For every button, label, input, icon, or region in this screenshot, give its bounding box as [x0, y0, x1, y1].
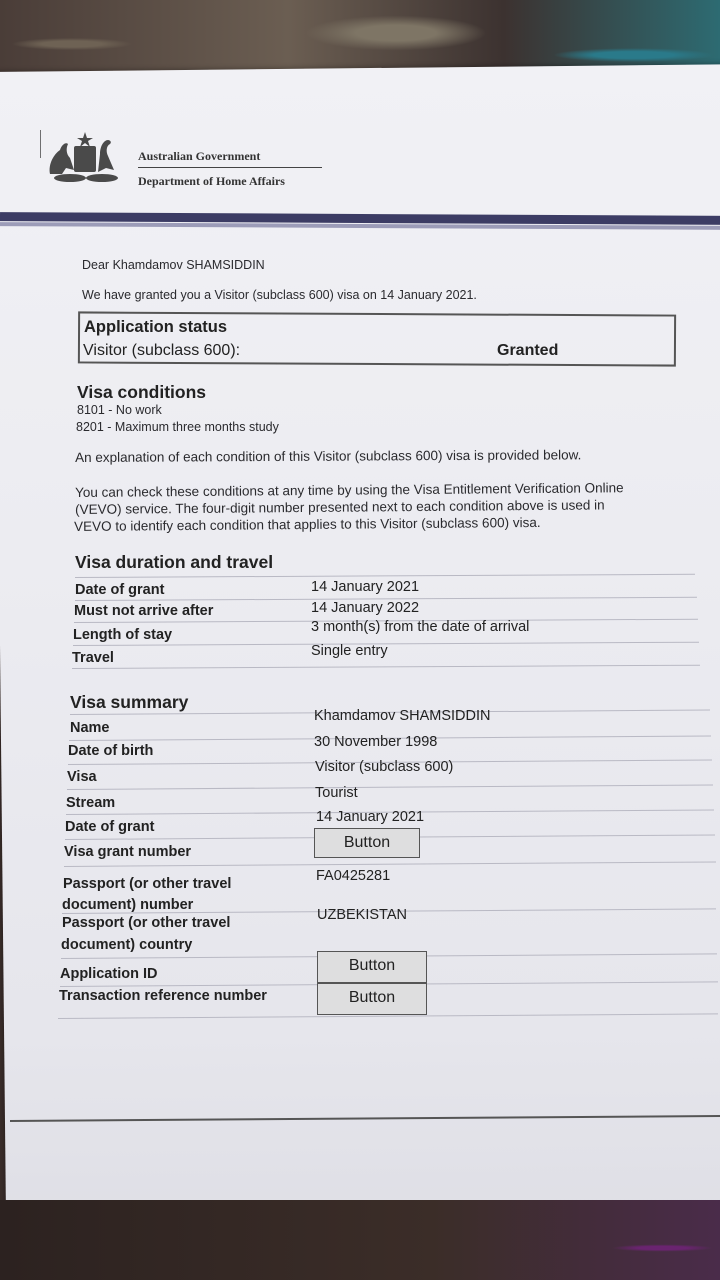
- summary-value: UZBEKISTAN: [317, 907, 407, 923]
- gov-name: Australian Government: [138, 149, 261, 163]
- summary-value: Khamdamov SHAMSIDDIN: [314, 708, 491, 724]
- salutation: Dear Khamdamov SHAMSIDDIN: [82, 258, 265, 272]
- vevo-text-line: You can check these conditions at any time by using the Visa Entitlement Verification Online: [75, 480, 624, 500]
- application-id-button[interactable]: Button: [317, 951, 427, 983]
- summary-label: Date of birth: [68, 743, 154, 759]
- coat-of-arms-icon: [40, 128, 130, 186]
- summary-label: Application ID: [60, 966, 158, 982]
- duration-value: 14 January 2021: [311, 579, 420, 595]
- divider: [75, 574, 695, 578]
- summary-label: document) country: [61, 937, 193, 953]
- divider: [64, 861, 716, 867]
- duration-label: Length of stay: [73, 627, 173, 643]
- summary-label: Passport (or other travel: [62, 915, 231, 931]
- duration-value: Single entry: [311, 643, 388, 659]
- vevo-text-line: VEVO to identify each condition that applies to this Visitor (subclass 600) visa.: [74, 514, 541, 534]
- summary-label: document) number: [62, 897, 194, 913]
- application-status-value: Granted: [497, 342, 559, 359]
- duration-title: Visa duration and travel: [75, 552, 274, 572]
- summary-value: FA0425281: [316, 868, 391, 884]
- condition-item: 8101 - No work: [77, 403, 162, 417]
- duration-label: Travel: [72, 650, 114, 666]
- summary-value: Visitor (subclass 600): [315, 759, 454, 775]
- summary-title: Visa summary: [70, 692, 189, 712]
- header-divider: [138, 167, 322, 168]
- vevo-text-line: (VEVO) service. The four-digit number presented next to each condition above is used in: [75, 497, 605, 517]
- duration-label: Must not arrive after: [74, 603, 214, 619]
- summary-label: Transaction reference number: [59, 988, 267, 1004]
- summary-value: 30 November 1998: [314, 734, 438, 750]
- application-status-title: Application status: [84, 318, 228, 336]
- footer-divider: [10, 1115, 720, 1122]
- explanation-text: An explanation of each condition of this Visitor (subclass 600) visa is provided below.: [75, 447, 582, 465]
- divider: [72, 665, 700, 669]
- transaction-reference-button[interactable]: Button: [317, 983, 427, 1015]
- application-status-label: Visitor (subclass 600):: [83, 342, 241, 359]
- summary-value: Tourist: [315, 785, 358, 801]
- summary-label: Visa grant number: [64, 844, 192, 860]
- dept-name: Department of Home Affairs: [138, 174, 285, 188]
- visa-grant-number-button[interactable]: Button: [314, 828, 420, 858]
- intro-text: We have granted you a Visitor (subclass 600) visa on 14 January 2021.: [82, 288, 477, 302]
- summary-label: Stream: [66, 795, 116, 811]
- visa-conditions-title: Visa conditions: [77, 382, 207, 402]
- summary-label: Date of grant: [65, 819, 155, 835]
- summary-label: Passport (or other travel: [63, 876, 232, 892]
- summary-label: Visa: [67, 769, 97, 785]
- summary-label: Name: [70, 720, 110, 736]
- duration-value: 14 January 2022: [311, 600, 420, 616]
- divider: [67, 784, 713, 790]
- duration-label: Date of grant: [75, 582, 165, 598]
- duration-value: 3 month(s) from the date of arrival: [311, 619, 530, 635]
- summary-value: 14 January 2021: [316, 809, 425, 825]
- condition-item: 8201 - Maximum three months study: [76, 420, 279, 434]
